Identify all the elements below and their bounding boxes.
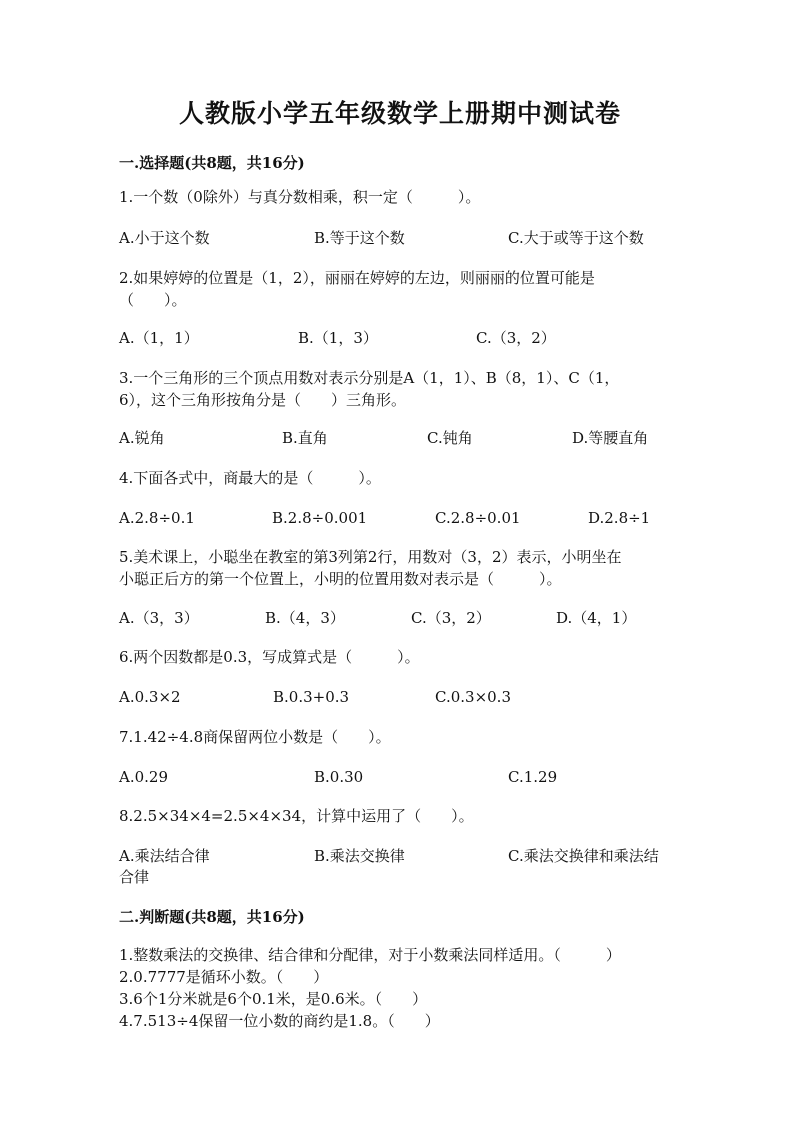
question-6-option-b: B.0.3+0.3: [273, 688, 350, 706]
question-5-option-d: D.（4，1）: [556, 609, 637, 627]
question-5-option-b: B.（4，3）: [265, 609, 345, 627]
question-4-option-d: D.2.8÷1: [588, 509, 651, 527]
question-5-stem: [119, 546, 679, 590]
question-6-option-a: A.0.3×2: [119, 688, 181, 706]
question-3-option-d: D.等腰直角: [572, 429, 649, 447]
question-1-option-c: C.大于或等于这个数: [508, 229, 644, 247]
question-3-stem-line-2: 6），这个三角形按角分是（ ）三角形。: [119, 391, 407, 409]
question-4-option-a: A.2.8÷0.1: [119, 509, 195, 527]
question-2-option-b: B.（1，3）: [298, 329, 378, 347]
question-8-option-c-wrap: 合律: [119, 868, 150, 886]
question-5-option-c: C.（3，2）: [411, 609, 491, 627]
question-3-option-b: B.直角: [282, 429, 328, 447]
question-4-option-c: C.2.8÷0.01: [435, 509, 521, 527]
question-2-stem-line-2: （ ）。: [119, 291, 187, 309]
question-7-option-a: A.0.29: [119, 768, 168, 786]
question-1-option-b: B.等于这个数: [314, 229, 405, 247]
question-7-option-b: B.0.30: [314, 768, 364, 786]
question-7-stem: 7.1.42÷4.8商保留两位小数是（ ）。: [119, 728, 391, 746]
question-2-option-c: C.（3，2）: [476, 329, 556, 347]
question-1-option-a: A.小于这个数: [119, 229, 210, 247]
question-2-stem-line-1: 2.如果婷婷的位置是（1，2），丽丽在婷婷的左边，则丽丽的位置可能是: [119, 269, 595, 287]
question-4-stem: 4.下面各式中，商最大的是（ ）。: [119, 469, 381, 487]
section-heading-judge: 二.判断题(共8题，共16分): [119, 908, 305, 926]
question-2-option-a: A.（1，1）: [119, 329, 199, 347]
question-3-stem: [119, 367, 679, 411]
judge-item-2: 2.0.7777是循环小数。（ ）: [119, 968, 329, 986]
question-1-stem: 1.一个数（0除外）与真分数相乘，积一定（ ）。: [119, 188, 481, 206]
question-8-option-a: A.乘法结合律: [119, 847, 210, 865]
judge-item-1: 1.整数乘法的交换律、结合律和分配律，对于小数乘法同样适用。（ ）: [119, 946, 621, 964]
question-4-option-b: B.2.8÷0.001: [272, 509, 368, 527]
question-6-stem: 6.两个因数都是0.3，写成算式是（ ）。: [119, 648, 420, 666]
question-8-option-c: C.乘法交换律和乘法结: [508, 847, 659, 865]
judge-item-3: 3.6个1分米就是6个0.1米，是0.6米。（ ）: [119, 990, 428, 1008]
question-7-option-c: C.1.29: [508, 768, 558, 786]
question-8-stem: 8.2.5×34×4=2.5×4×34，计算中运用了（ ）。: [119, 807, 474, 825]
judge-item-4: 4.7.513÷4保留一位小数的商约是1.8。（ ）: [119, 1012, 440, 1030]
page-title: 人教版小学五年级数学上册期中测试卷: [178, 99, 621, 128]
question-3-stem-line-1: 3.一个三角形的三个顶点用数对表示分别是A（1，1）、B（8，1）、C（1，: [119, 369, 620, 387]
section-heading-choice: 一.选择题(共8题，共16分): [119, 154, 305, 172]
question-3-option-c: C.钝角: [427, 429, 473, 447]
question-5-stem-line-2: 小聪正后方的第一个位置上，小明的位置用数对表示是（ ）。: [119, 570, 562, 588]
question-5-stem-line-1: 5.美术课上，小聪坐在教室的第3列第2行，用数对（3，2）表示，小明坐在: [119, 548, 622, 566]
question-6-option-c: C.0.3×0.3: [435, 688, 511, 706]
question-5-option-a: A.（3，3）: [119, 609, 199, 627]
question-2-stem: [119, 267, 679, 311]
question-3-option-a: A.锐角: [119, 429, 165, 447]
question-8-option-b: B.乘法交换律: [314, 847, 405, 865]
